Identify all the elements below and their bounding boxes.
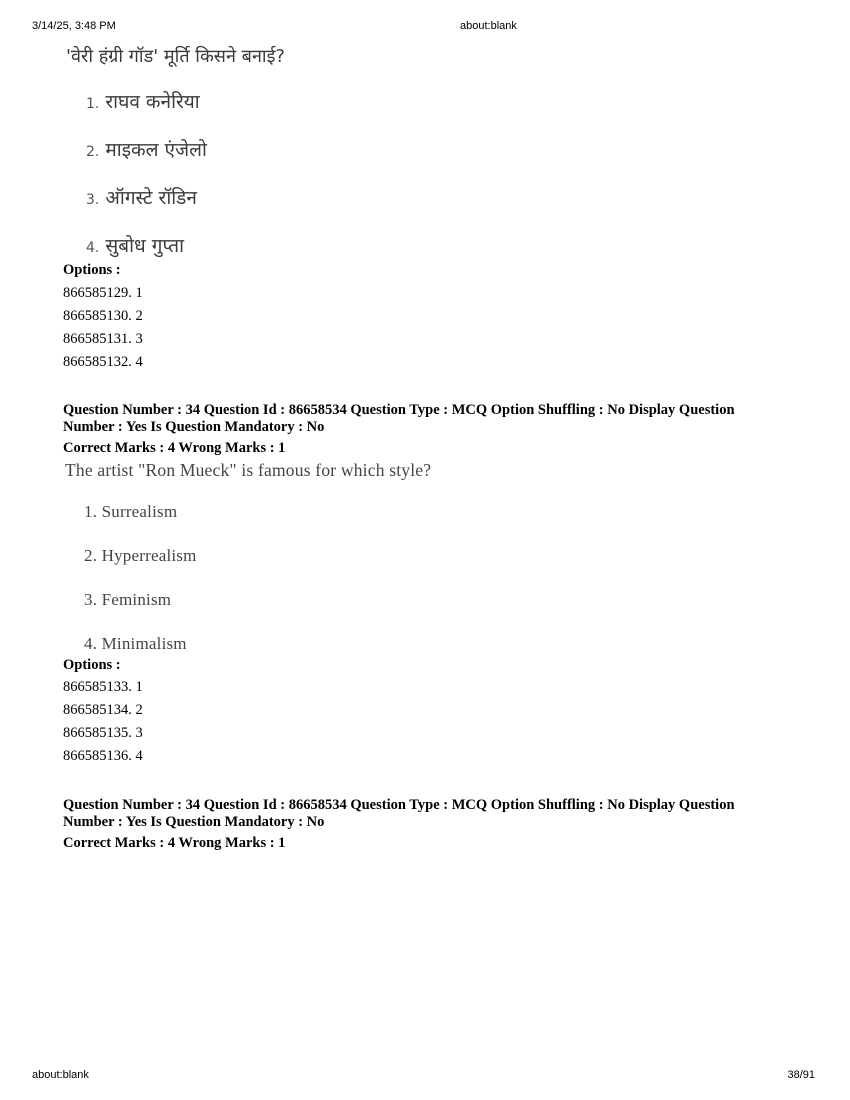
option-id: 866585132. 4 xyxy=(63,354,143,370)
print-url: about:blank xyxy=(460,20,517,32)
question-meta-line: Question Number : 34 Question Id : 86658534 Question Type : MCQ Option Shuffling : No Display Question xyxy=(63,402,735,418)
choice-text: Minimalism xyxy=(101,634,187,653)
question-1-choice xyxy=(86,136,207,162)
choice-number: 4. xyxy=(84,634,98,653)
choice-number: 1. xyxy=(84,502,98,521)
option-id: 866585130. 2 xyxy=(63,308,143,324)
question-2-choice xyxy=(84,502,177,522)
question-1-choice xyxy=(86,184,197,210)
choice-text: राघव कनेरिया xyxy=(105,91,200,113)
option-id: 866585131. 3 xyxy=(63,331,143,347)
question-2-choice xyxy=(84,634,187,654)
question-1-choice xyxy=(86,88,200,114)
option-id: 866585134. 2 xyxy=(63,702,143,718)
choice-text: Hyperrealism xyxy=(101,546,197,565)
question-2-choice xyxy=(84,546,197,566)
choice-number: 4. xyxy=(86,240,100,256)
choice-number: 2. xyxy=(86,144,100,160)
print-datetime: 3/14/25, 3:48 PM xyxy=(32,20,116,32)
choice-text: माइकल एंजेलो xyxy=(105,139,207,161)
page-number: 38/91 xyxy=(787,1069,815,1081)
choice-number: 3. xyxy=(84,590,98,609)
choice-number: 3. xyxy=(86,192,100,208)
question-marks: Correct Marks : 4 Wrong Marks : 1 xyxy=(63,835,286,851)
option-id: 866585129. 1 xyxy=(63,285,143,301)
choice-text: Feminism xyxy=(101,590,172,609)
question-marks: Correct Marks : 4 Wrong Marks : 1 xyxy=(63,440,286,456)
option-id: 866585133. 1 xyxy=(63,679,143,695)
question-2-choice xyxy=(84,590,171,610)
footer-url: about:blank xyxy=(32,1069,89,1081)
choice-text: Surrealism xyxy=(101,502,178,521)
question-meta-line: Number : Yes Is Question Mandatory : No xyxy=(63,419,325,435)
choice-number: 1. xyxy=(86,96,100,112)
option-id: 866585135. 3 xyxy=(63,725,143,741)
question-1-choice xyxy=(86,232,184,258)
option-id: 866585136. 4 xyxy=(63,748,143,764)
question-2-text: The artist "Ron Mueck" is famous for which style? xyxy=(65,460,432,480)
question-meta-line: Number : Yes Is Question Mandatory : No xyxy=(63,814,325,830)
question-1-text: 'वेरी हंग्री गॉड' मूर्ति किसने बनाई? xyxy=(66,46,285,67)
options-label: Options : xyxy=(63,657,121,673)
choice-number: 2. xyxy=(84,546,98,565)
choice-text: सुबोध गुप्ता xyxy=(105,235,185,257)
print-footer xyxy=(0,1069,850,1083)
question-meta-line: Question Number : 34 Question Id : 86658534 Question Type : MCQ Option Shuffling : No Display Question xyxy=(63,797,735,813)
options-label: Options : xyxy=(63,262,121,278)
choice-text: ऑगस्टे रॉडिन xyxy=(105,187,197,209)
print-header xyxy=(0,20,850,34)
